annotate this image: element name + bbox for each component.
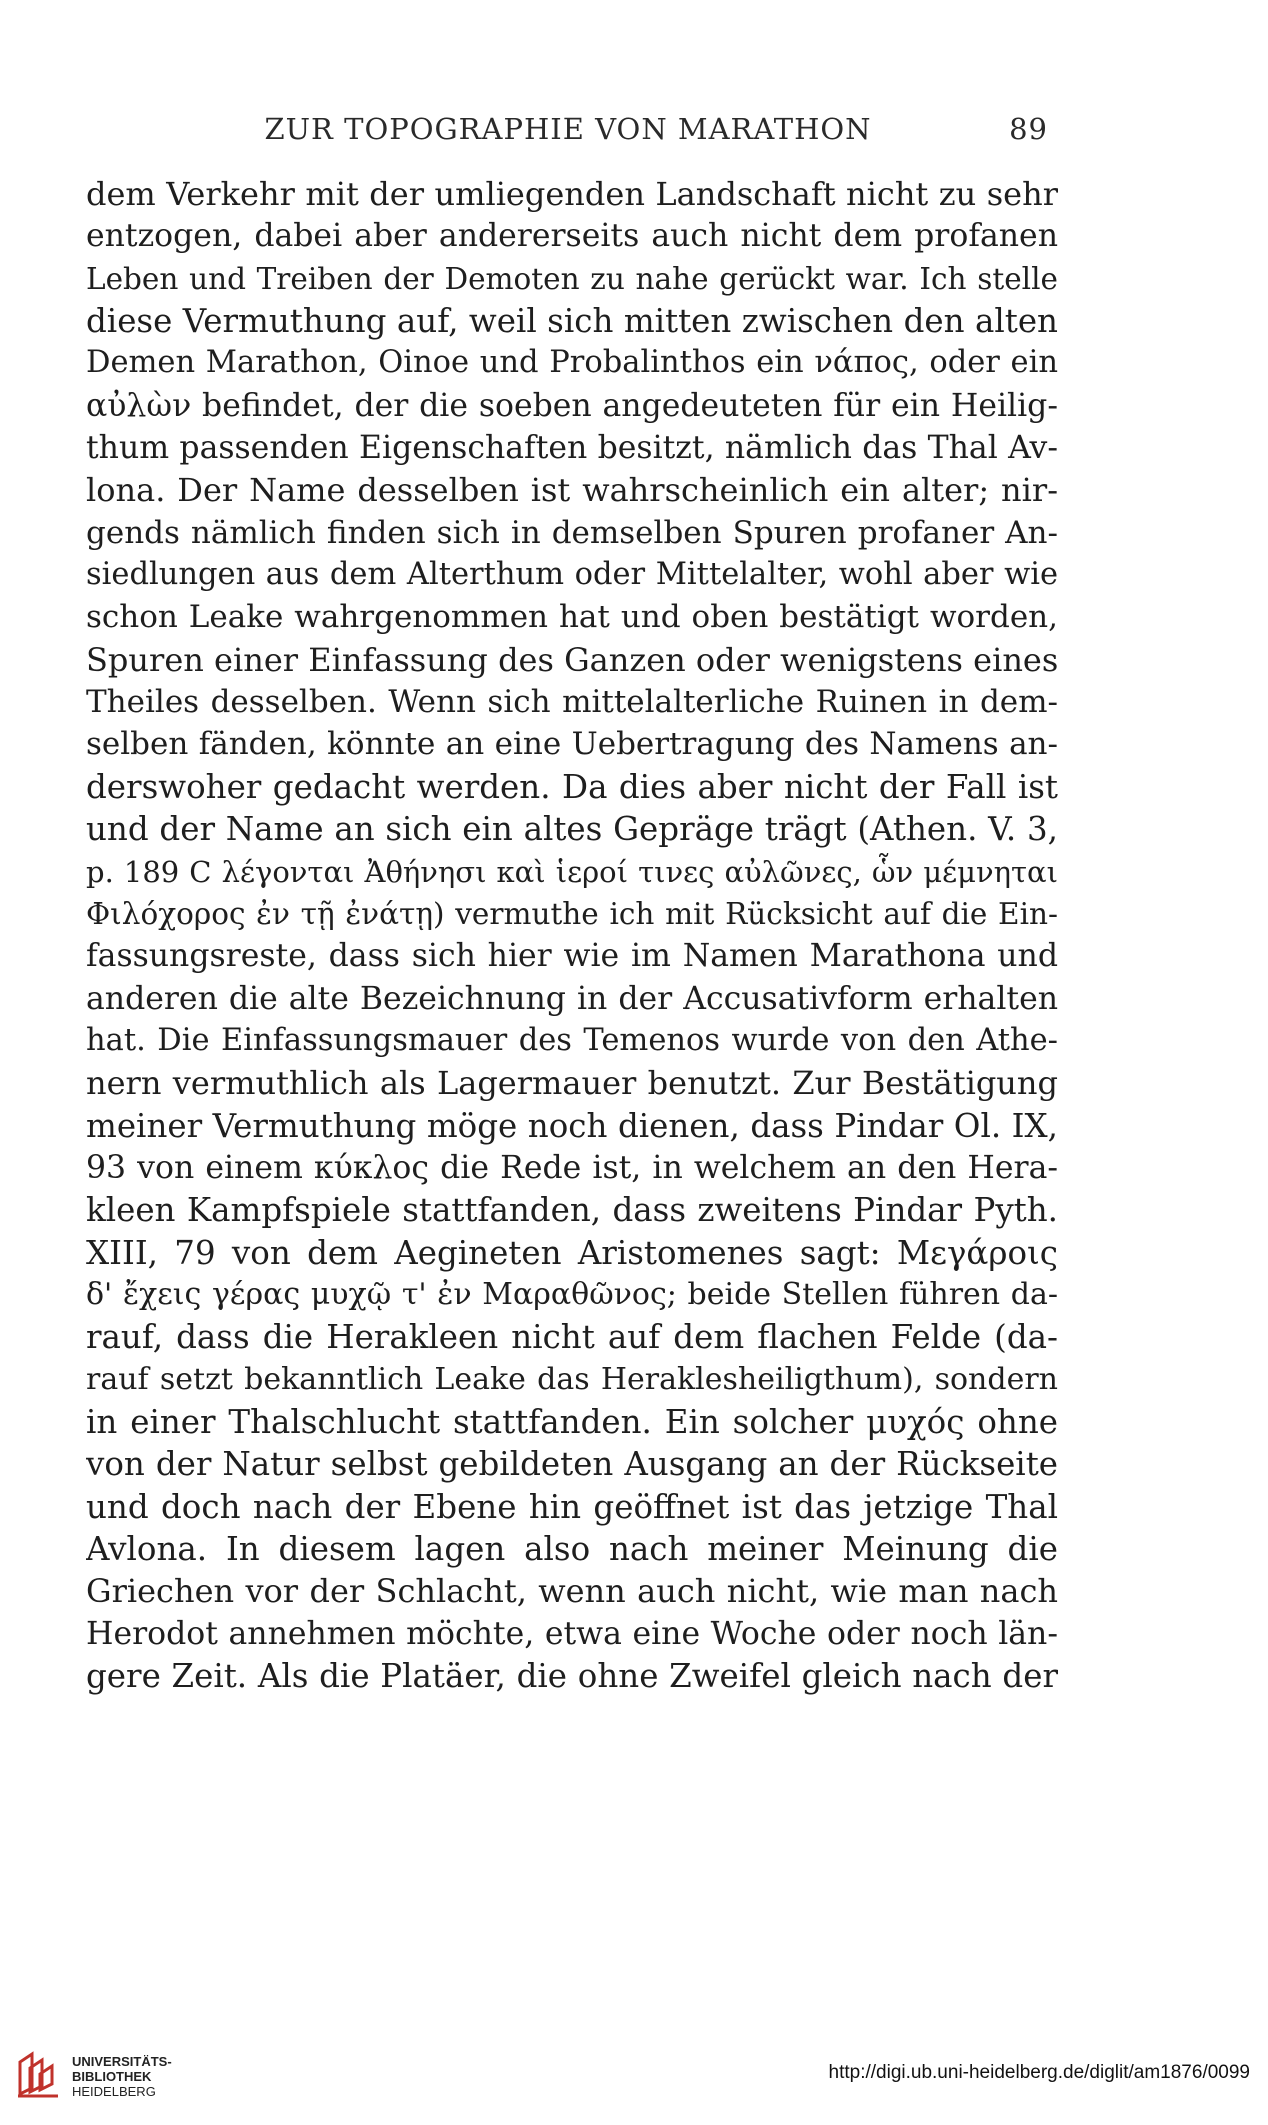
library-logo-icon: [14, 2048, 66, 2100]
text-line: rauf setzt bekanntlich Leake das Heraklesheiligthum), sondern: [86, 1361, 1058, 1397]
text-line: und der Name an sich ein altes Gepräge trägt (Athen. V. 3,: [86, 810, 1058, 849]
text-line: dem Verkehr mit der umliegenden Landschaft nicht zu sehr: [86, 175, 1058, 213]
text-line: kleen Kampfspiele stattfanden, dass zweitens Pindar Pyth.: [86, 1191, 1058, 1230]
text-line: thum passenden Eigenschaften besitzt, nämlich das Thal Av-: [86, 430, 1058, 467]
text-line: Leben und Treiben der Demoten zu nahe gerückt war. Ich stelle: [86, 261, 1058, 296]
page-number: 89: [1009, 112, 1048, 146]
text-line: siedlungen aus dem Alterthum oder Mittelalter, wohl aber wie: [86, 557, 1058, 593]
text-line: αὐλὼν befindet, der die soeben angedeuteten für ein Heilig-: [86, 387, 1058, 424]
text-line: anderen die alte Bezeichnung in der Accusativform erhalten: [86, 980, 1058, 1017]
library-name-line1: UNIVERSITÄTS-: [72, 2054, 172, 2069]
running-header-title: ZUR TOPOGRAPHIE VON MARATHON: [264, 112, 872, 146]
text-line: nern vermuthlich als Lagermauer benutzt. Zur Bestätigung: [86, 1064, 1058, 1103]
text-line: und doch nach der Ebene hin geöffnet ist das jetzige Thal: [86, 1487, 1058, 1526]
text-line: derswoher gedacht werden. Da dies aber nicht der Fall ist: [86, 767, 1058, 806]
text-line: XIII, 79 von dem Aegineten Aristomenes sagt: Μεγάροις: [86, 1233, 1058, 1272]
text-line: rauf, dass die Herakleen nicht auf dem flachen Felde (da-: [86, 1318, 1058, 1357]
text-line: Herodot annehmen möchte, etwa eine Woche oder noch län-: [86, 1615, 1058, 1652]
text-line: von der Natur selbst gebildeten Ausgang an der Rückseite: [86, 1445, 1058, 1484]
text-line: fassungsreste, dass sich hier wie im Namen Marathona und: [86, 938, 1058, 975]
text-line: δ' ἔχεις γέρας μυχῷ τ' ἐν Μαραθῶνος; beide Stellen führen da-: [86, 1276, 1058, 1312]
text-line: Theiles desselben. Wenn sich mittelalterliche Ruinen in dem-: [86, 684, 1058, 721]
text-line: lona. Der Name desselben ist wahrscheinlich ein alter; nir-: [86, 471, 1058, 510]
text-line: schon Leake wahrgenommen hat und oben bestätigt worden,: [86, 599, 1058, 636]
library-logo-graphic: [14, 2048, 66, 2100]
text-line: in einer Thalschlucht stattfanden. Ein solcher μυχός ohne: [86, 1402, 1058, 1441]
text-line: Griechen vor der Schlacht, wenn auch nicht, wie man nach: [86, 1572, 1058, 1611]
text-line: Φιλόχορος ἐν τῇ ἐνάτῃ) vermuthe ich mit Rücksicht auf die Ein-: [86, 896, 1058, 931]
text-line: p. 189 C λέγονται Ἀθήνησι καὶ ἱεροί τινες αὐλῶνες, ὧν μέμνηται: [86, 854, 1058, 889]
library-name-line2: BIBLIOTHEK: [72, 2069, 152, 2084]
source-url-link[interactable]: http://digi.ub.uni-heidelberg.de/diglit/am1876/0099: [828, 2062, 1250, 2083]
text-line: selben fänden, könnte an eine Uebertragung des Namens an-: [86, 726, 1058, 763]
text-line: Demen Marathon, Oinoe und Probalinthos ein νάπος, oder ein: [86, 345, 1058, 381]
running-header: [88, 112, 1048, 152]
library-name-line3: HEIDELBERG: [72, 2084, 156, 2099]
body-text: [86, 173, 1058, 1697]
text-line: gere Zeit. Als die Platäer, die ohne Zweifel gleich nach der: [86, 1657, 1058, 1696]
text-line: hat. Die Einfassungsmauer des Temenos wurde von den Athe-: [86, 1022, 1058, 1058]
text-line: meiner Vermuthung möge noch dienen, dass Pindar Ol. IX,: [86, 1106, 1058, 1145]
text-line: entzogen, dabei aber andererseits auch nicht dem profanen: [86, 218, 1058, 255]
text-line: Avlona. In diesem lagen also nach meiner Meinung die: [86, 1530, 1058, 1568]
library-name: [72, 2054, 172, 2099]
text-line: 93 von einem κύκλος die Rede ist, in welchem an den Hera-: [86, 1149, 1058, 1186]
text-line: diese Vermuthung auf, weil sich mitten zwischen den alten: [86, 302, 1058, 341]
footer: [0, 2040, 1268, 2110]
text-line: gends nämlich finden sich in demselben Spuren profaner An-: [86, 514, 1058, 551]
text-line: Spuren einer Einfassung des Ganzen oder wenigstens eines: [86, 640, 1058, 679]
